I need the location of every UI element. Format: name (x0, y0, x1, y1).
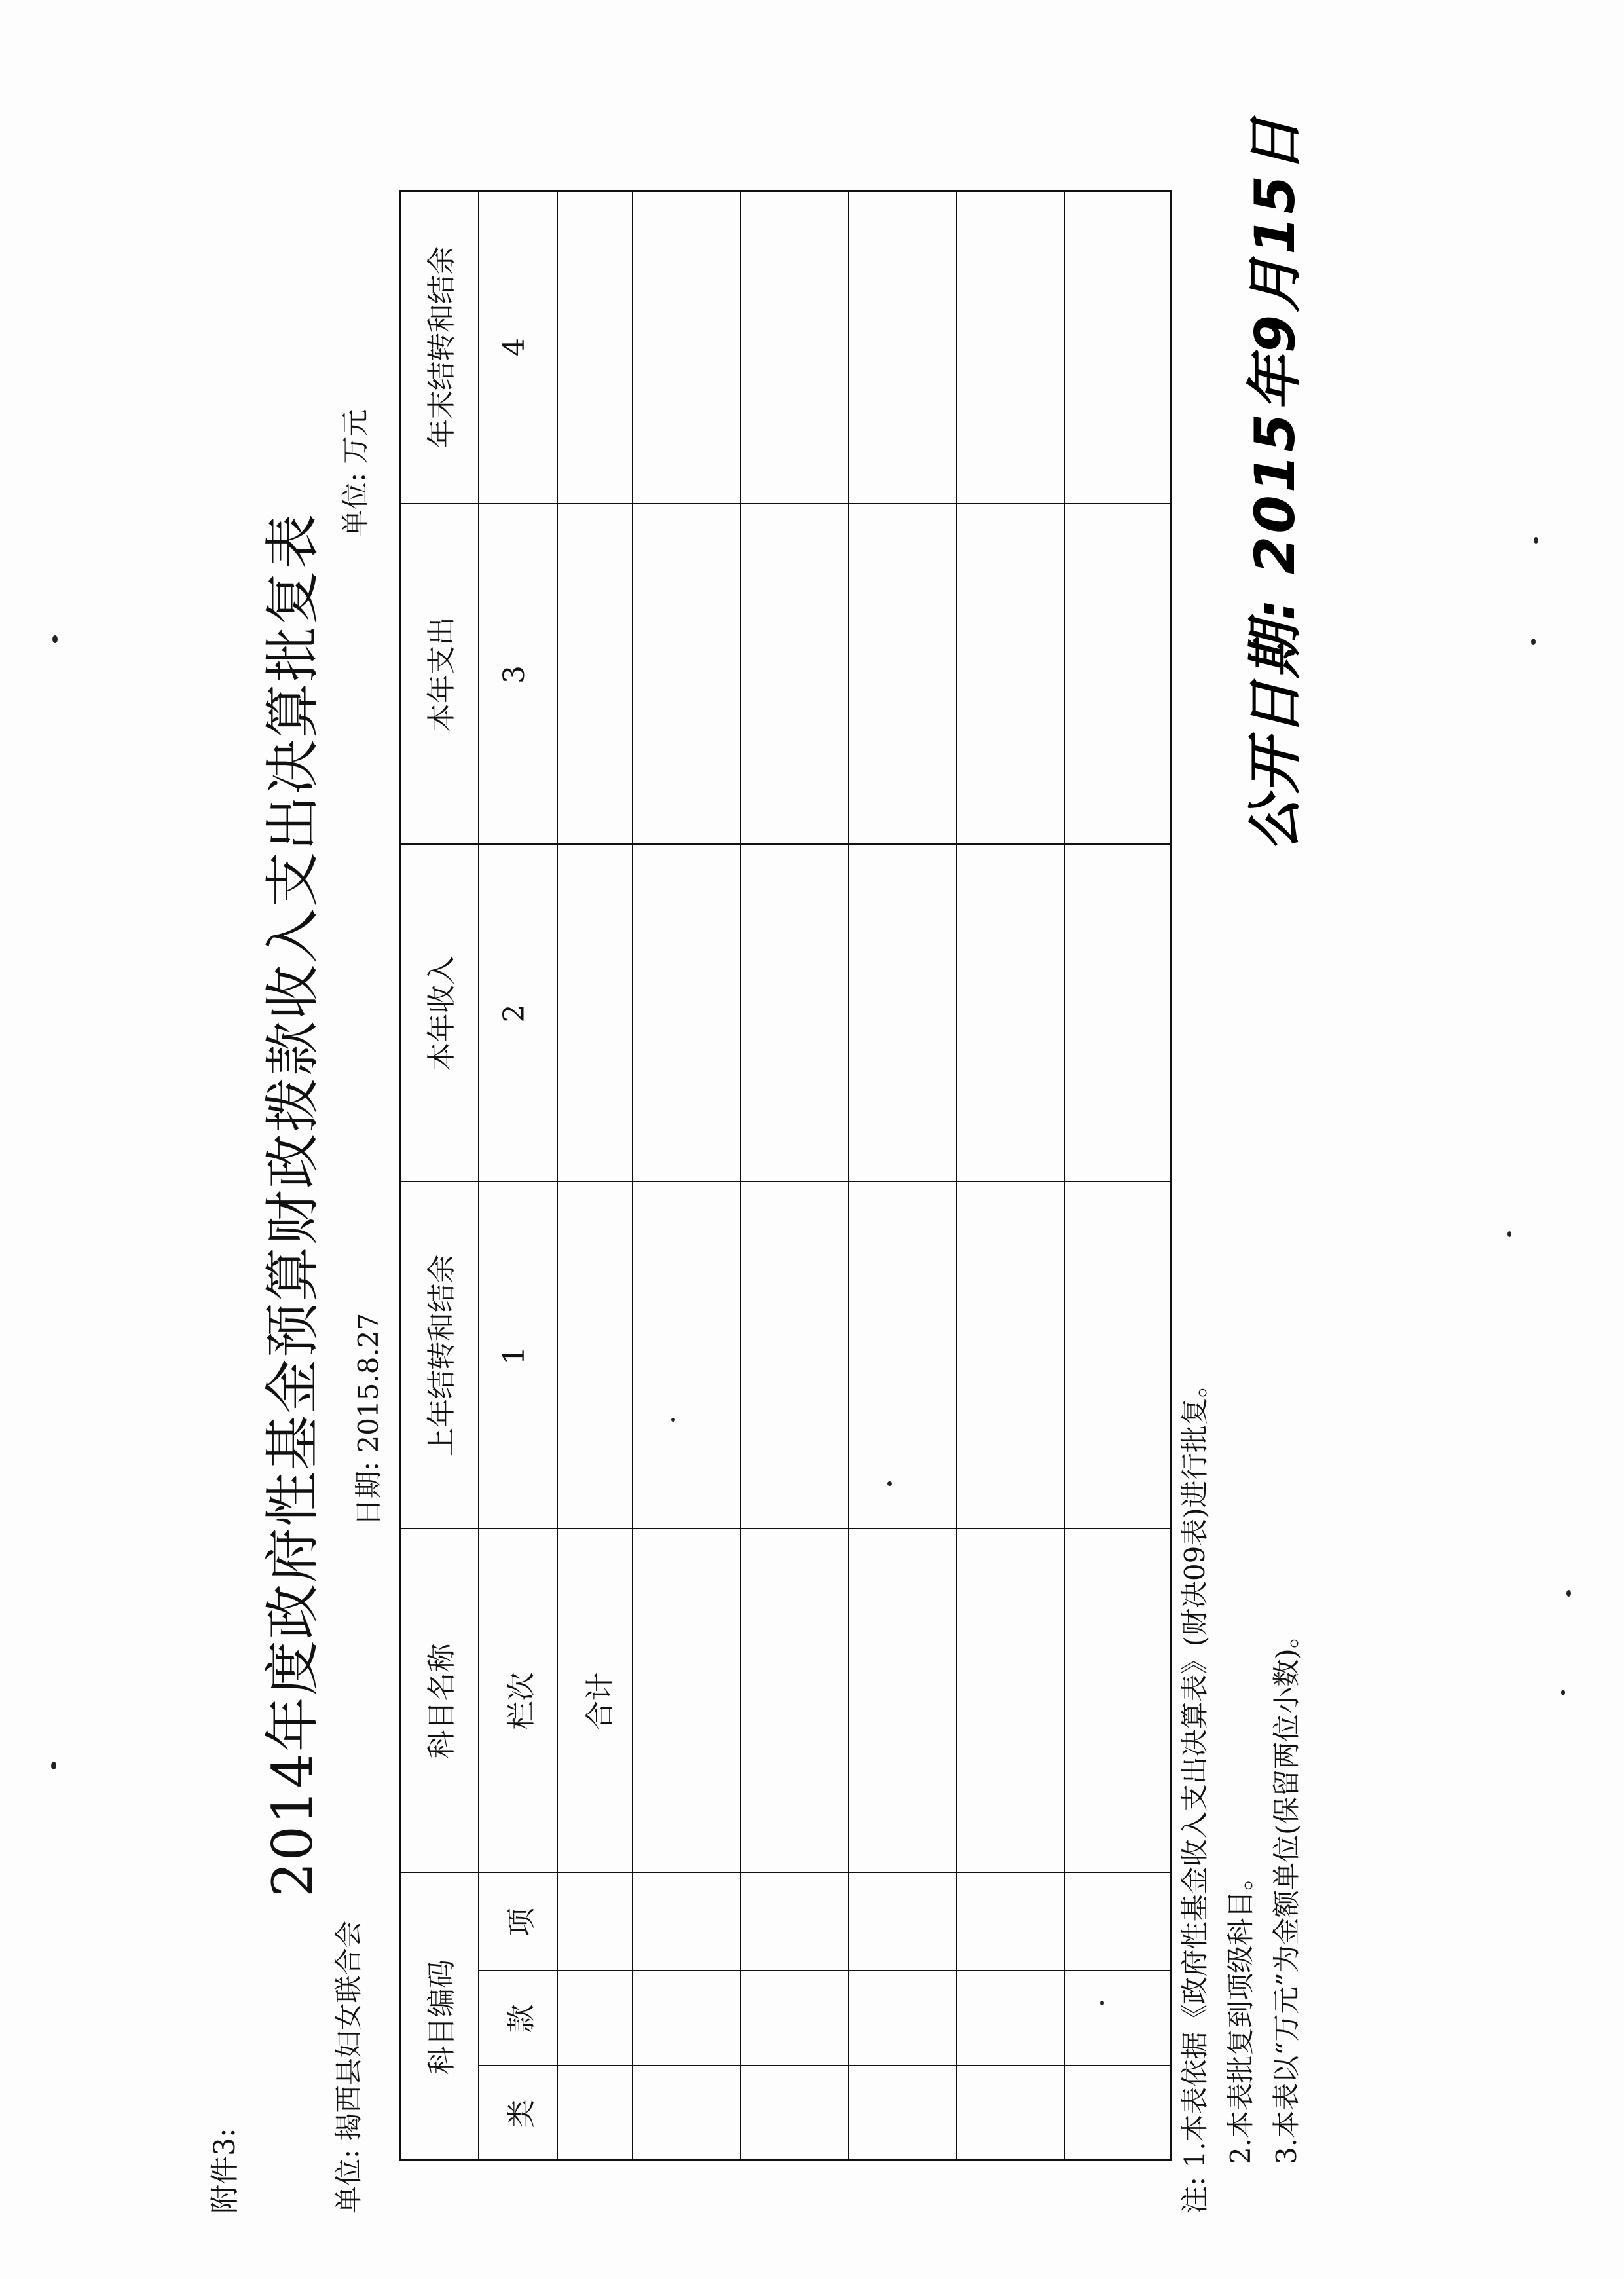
note-1: 注: 1.本表依据《政府性基金收入支出决算表》(财决09表)进行批复。 (1179, 1370, 1211, 2214)
total-row-label: 合计 (583, 1672, 617, 1730)
date-label: 日期: 2015.8.27 (352, 1312, 384, 1526)
scan-speck (1534, 537, 1538, 544)
col-header-income: 本年收入 (425, 955, 458, 1071)
scan-speck (1100, 2001, 1104, 2005)
note-2: 2.本表批复到项级科目。 (1225, 1862, 1257, 2164)
index-value-2: 2 (498, 1004, 531, 1023)
scan-speck (52, 635, 58, 643)
subject-name-header: 科目名称 (425, 1643, 458, 1759)
code-col-item: 项 (505, 1908, 538, 1936)
index-value-3: 3 (498, 665, 531, 684)
scan-speck (887, 1481, 892, 1486)
scan-speck (51, 1762, 56, 1769)
scan-speck (1566, 1590, 1571, 1597)
handwritten-publish-date: 公开日期: 2015年9月15日 (1243, 115, 1307, 851)
code-col-category: 类 (505, 2099, 538, 2128)
currency-label: 单位: 万元 (339, 409, 371, 537)
scan-speck (1531, 639, 1536, 645)
scan-speck (671, 1418, 675, 1422)
scan-speck (1561, 1690, 1565, 1695)
col-header-year-end-balance: 年末结转和结余 (425, 246, 458, 448)
footnotes (1172, 1370, 1310, 2214)
index-value-4: 4 (498, 338, 531, 356)
approval-table (399, 190, 1172, 2161)
scan-speck (1507, 1231, 1511, 1237)
index-value-1: 1 (498, 1346, 531, 1365)
index-row-label: 栏次 (505, 1672, 538, 1730)
code-col-section: 款 (505, 2004, 538, 2033)
col-header-expenditure: 本年支出 (425, 617, 458, 732)
rotated-form (203, 115, 1382, 2214)
code-group-header: 科目编码 (425, 1959, 458, 2075)
form-title: 2014年度政府性基金预算财政拨款收入支出决算批复表 (261, 513, 325, 1897)
unit-label: 单位: 揭西县妇女联合会 (333, 1920, 365, 2214)
attachment-label: 附件3: (208, 2128, 242, 2214)
col-header-prior-balance: 上年结转和结余 (425, 1255, 458, 1456)
note-3: 3.本表以“万元”为金额单位(保留两位小数)。 (1270, 1621, 1302, 2164)
